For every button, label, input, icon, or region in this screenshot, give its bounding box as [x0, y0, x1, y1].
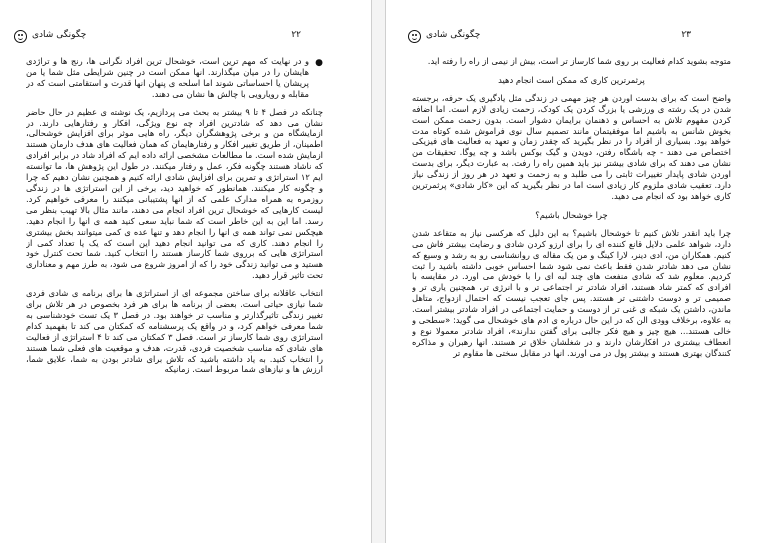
section-heading: چرا خوشحال باشیم؟ [535, 209, 608, 220]
page-number: ۲۳ [681, 30, 691, 40]
page-header [14, 30, 301, 46]
page-header [408, 30, 691, 46]
page-number: ۲۲ [291, 30, 301, 40]
paragraph: چرا باید انقدر تلاش کنیم تا خوشحال باشیم؟ به این دلیل که هرکسی نیاز به متقاعد شدن دارد، شواهد علمی دلایل قانع کننده ای را برای ارزو کردن شادی و رضایت بیشتر فاش می کنیم. همکاران من، ادی دینر، لارا کینگ و من یک مقاله ی روانشناسی رو به رشد و وسیع که نشان می دهد شادتر شدن فقط باعث نمی شود شما احساس خوبی داشته باشید را ثبت کردیم. معلوم شد که شادی منفعت های چند لبه ای را با خودش می اورد. در مقایسه با افرادی که کمتر شاد هستند، افراد شادتر تر اجتماعی تر و با انرژی تر، همچنین یاری تر و صمیمی تر و دوست داشتنی تر هستند. پس جای تعجب نیست که احتمال ازدواج، متاهل ماندن، داشتن یک شبکه ی غنی تر از دوست و حمایت اجتماعی در افراد شادتر بیشتر است. به علاوه، برخلاف وودی الن که در این حال درباره ی ادم های خوشحال می گوید: «سطحی و خالی هستند... هیچ چیز و هیچ فکر جالبی برای گفتن ندارند»، افراد شادتر معمولا نوع و انعطاف بیشتری در افکارشان دارند و در شغلشان خلاق تر هستند. انها رهبران و مذاکره کنندگان بهتری هستند و بیشتر پول در می اورند. انها در مقابل سختی ها مقاوم تر [412, 227, 731, 358]
page-body [26, 56, 323, 527]
book-gutter [372, 0, 385, 543]
left-page [0, 0, 372, 543]
paragraph: متوجه بشوید کدام فعالیت بر روی شما کارساز تر است، بیش از نیمی از راه را رفته اید. [427, 56, 731, 66]
right-page [385, 0, 757, 543]
smiley-icon [408, 30, 421, 43]
paragraph: انتخاب عاقلانه برای ساختن مجموعه ای از استراتژی ها برای برنامه ی شادی فردی شما نیازی حیاتی است. بعضی از برنامه ها برای هر فرد بخصوص در هر تلاش برای تغییر زندگی تاثیرگذارتر و مناسب تر خواهند بود. در فصل ۳ یک تست خودشناسی به شما معرفی خواهم کرد، و در واقع یک پرسشنامه که کمکتان می کند تا بفهمید کدام استراتژی روی شما کارساز تر است. فصل ۳ کمکتان می کند تا ۴ استراتژی از فعالیت های شادی که مناسب شخصیت فردی، قدرت، هدف و موقعیت های فعلی شما هستند را انتخاب کنید. به یاد داشته باشید که تلاش برای شادتر بودن به شما، علایق شما، ارزش ها و نیازهای شما مربوط است. زمانیکه [26, 288, 323, 375]
page-body [412, 56, 731, 527]
running-title: چگونگی شادی [32, 30, 87, 40]
running-title: چگونگی شادی [426, 30, 481, 40]
paragraph: واضح است که برای بدست اوردن هر چیز مهمی در زندگی مثل یادگیری یک حرفه، برجسته شدن در یک رشته ی ورزشی یا بزرگ کردن یک کودک، زحمت زیادی لازم است. اما اضافه کردن مفهوم تلاش به احساس و ذهنمان برایمان دشوار است. بدون زحمت ممکن است بخوش شانس به باشیم اما موفقیتمان مانند تصمیم سال نوی فراموش شده کوتاه مدت خواهد بود. بسیاری از افراد را در نظر بگیرید که چقدر زمان و تعهد به فعالیت های فیزیکی اختصاص می دهند - چه باشگاه رفتن، دویدن و گیک بوکس باشد و چه یوگا. تحقیقات من نشان می دهند که برای شادی بیشتر نیز باید همین راه را رفت. به عبارت دیگر، برای بدست اوردن شادی پایدار تغییرات ثابتی را می طلبد و به زحمت و تعهد در هر روز از زندگی نیاز دارد. تعقیب شادی ملزوم کار زیادی است اما در نظر بگیرید که این «کار شادی» پرثمرترین کاری خواهد بود که انجام می دهید. [412, 92, 731, 201]
smiley-icon [14, 30, 27, 43]
bullet-icon: ● [315, 58, 323, 68]
bullet-text: و در نهایت که مهم ترین است، خوشحال ترین افراد نگرانی ها، رنج ها و تراژدی هایشان را در میان میگذارند. انها ممکن است در چنین شرایطی مثل شما یا من پریشان یا احساساتی شوند اما اسلحه ی پنهان انها قدرت و استقامتی است که در مقابله و رویارویی با چالش ها نشان می دهند. [26, 56, 309, 99]
section-heading: پرثمرترین کاری که ممکن است انجام دهید [498, 74, 645, 85]
paragraph: چنانکه در فصل ۴ تا ۹ بیشتر به بحث می پردازیم، یک نوشته ی عظیم در حال حاضر نشان می دهد که شادترین افراد چه نوع ویژگی، افکار و رفتارهایی دارند. در ازمایشگاه من و برخی پژوهشگران دیگر، راه هایی موثر برای افزایش خوشحالی، اطمینان، از طریق تغییر افکار و رفتارهایمان که همان فعالیت های هدف دارمان هستند ازمایش شده است. ما مطالعات مشخصی ارائه داده ایم که افراد شاد در برابر افرادی که ناشاد هستند چگونه فکر، عمل و رفتار میکنند. در طول این پژوهش ها، ما توانسته ایم ۱۲ استراتژی و تمرین برای افزایش شادی ارائه کنیم و همچنین نشان دهیم که چرا و چگونه کار میکنند. همانطور که خواهید دید، برخی از این استراتژی ها در زندگی روزمره به همراه مدارک علمی که از انها پشتیبانی میکنند را معرفی خواهیم کرد. لیست کارهایی که خوشحال ترین افراد انجام می دهند، مانند مثال بالا تهیب بنظر می رسد. اما این به این خاطر است که شما نباید سعی کنید همه ی انها را انجام دهید. هیچکس نمی تواند همه ی انها را انجام دهد و تنها عده ی کمی میتوانند بخش بیشتری را انجام دهند. کاری که می توانید انجام دهید این است که یک یا تعداد کمی از استراتژی هایی که برروی شما کارساز هستند را انتخاب کنید. شما تحت کنترل خود هستید و می توانید زندگی خود را که از امروز شروع می شود، به طرز مهم و معناداری تحت تاثیر قرار دهید. [26, 106, 323, 281]
bullet-paragraph [26, 56, 323, 100]
